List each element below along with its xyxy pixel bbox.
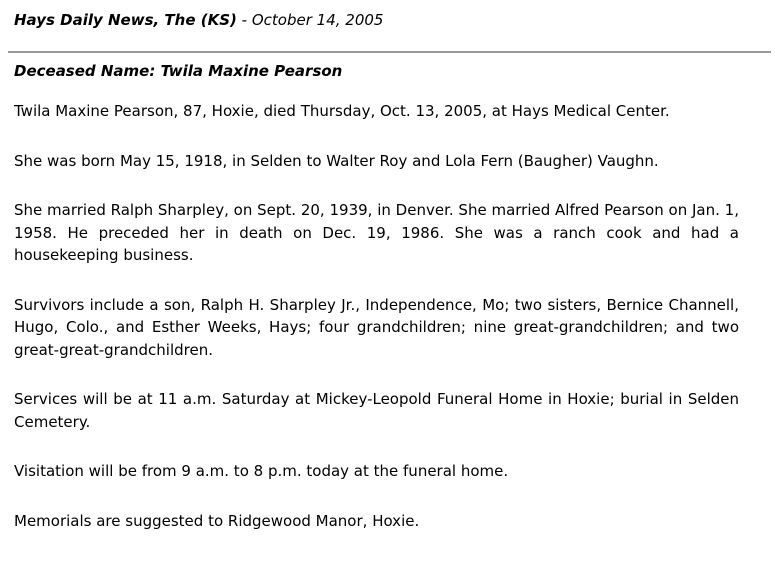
header-separator: - xyxy=(241,11,248,29)
publication-name: Hays Daily News, The (KS) xyxy=(14,11,237,29)
paragraph-services: Services will be at 11 a.m. Saturday at Mickey-Leopold Funeral Home in Hoxie; burial in Selden Cemetery. xyxy=(14,390,739,431)
paragraph-marriage: She married Ralph Sharpley, on Sept. 20, 1939, in Denver. She married Alfred Pearson on Jan. 1, 1958. He preceded her in death on Dec. 19, 1986. She was a ranch cook and had a housekeeping business. xyxy=(14,201,739,264)
paragraph-birth: She was born May 15, 1918, in Selden to Walter Roy and Lola Fern (Baugher) Vaughn. xyxy=(14,151,659,170)
article-header xyxy=(14,11,383,29)
paragraph-memorials: Memorials are suggested to Ridgewood Manor, Hoxie. xyxy=(14,511,420,530)
publication-date: October 14, 2005 xyxy=(251,11,384,29)
paragraph-survivors: Survivors include a son, Ralph H. Sharpley Jr., Independence, Mo; two sisters, Bernice Channell, Hugo, Colo., and Esther Weeks, Hays; four grandchildren; nine great-grandchildren; and two great-great-grandchildren. xyxy=(14,295,739,359)
deceased-name-heading: Deceased Name: Twila Maxine Pearson xyxy=(14,62,343,80)
header-divider xyxy=(8,51,771,53)
obituary-body xyxy=(14,100,739,559)
paragraph-visitation: Visitation will be from 9 a.m. to 8 p.m. today at the funeral home. xyxy=(14,462,509,480)
paragraph-death: Twila Maxine Pearson, 87, Hoxie, died Thursday, Oct. 13, 2005, at Hays Medical Center. xyxy=(14,102,670,120)
